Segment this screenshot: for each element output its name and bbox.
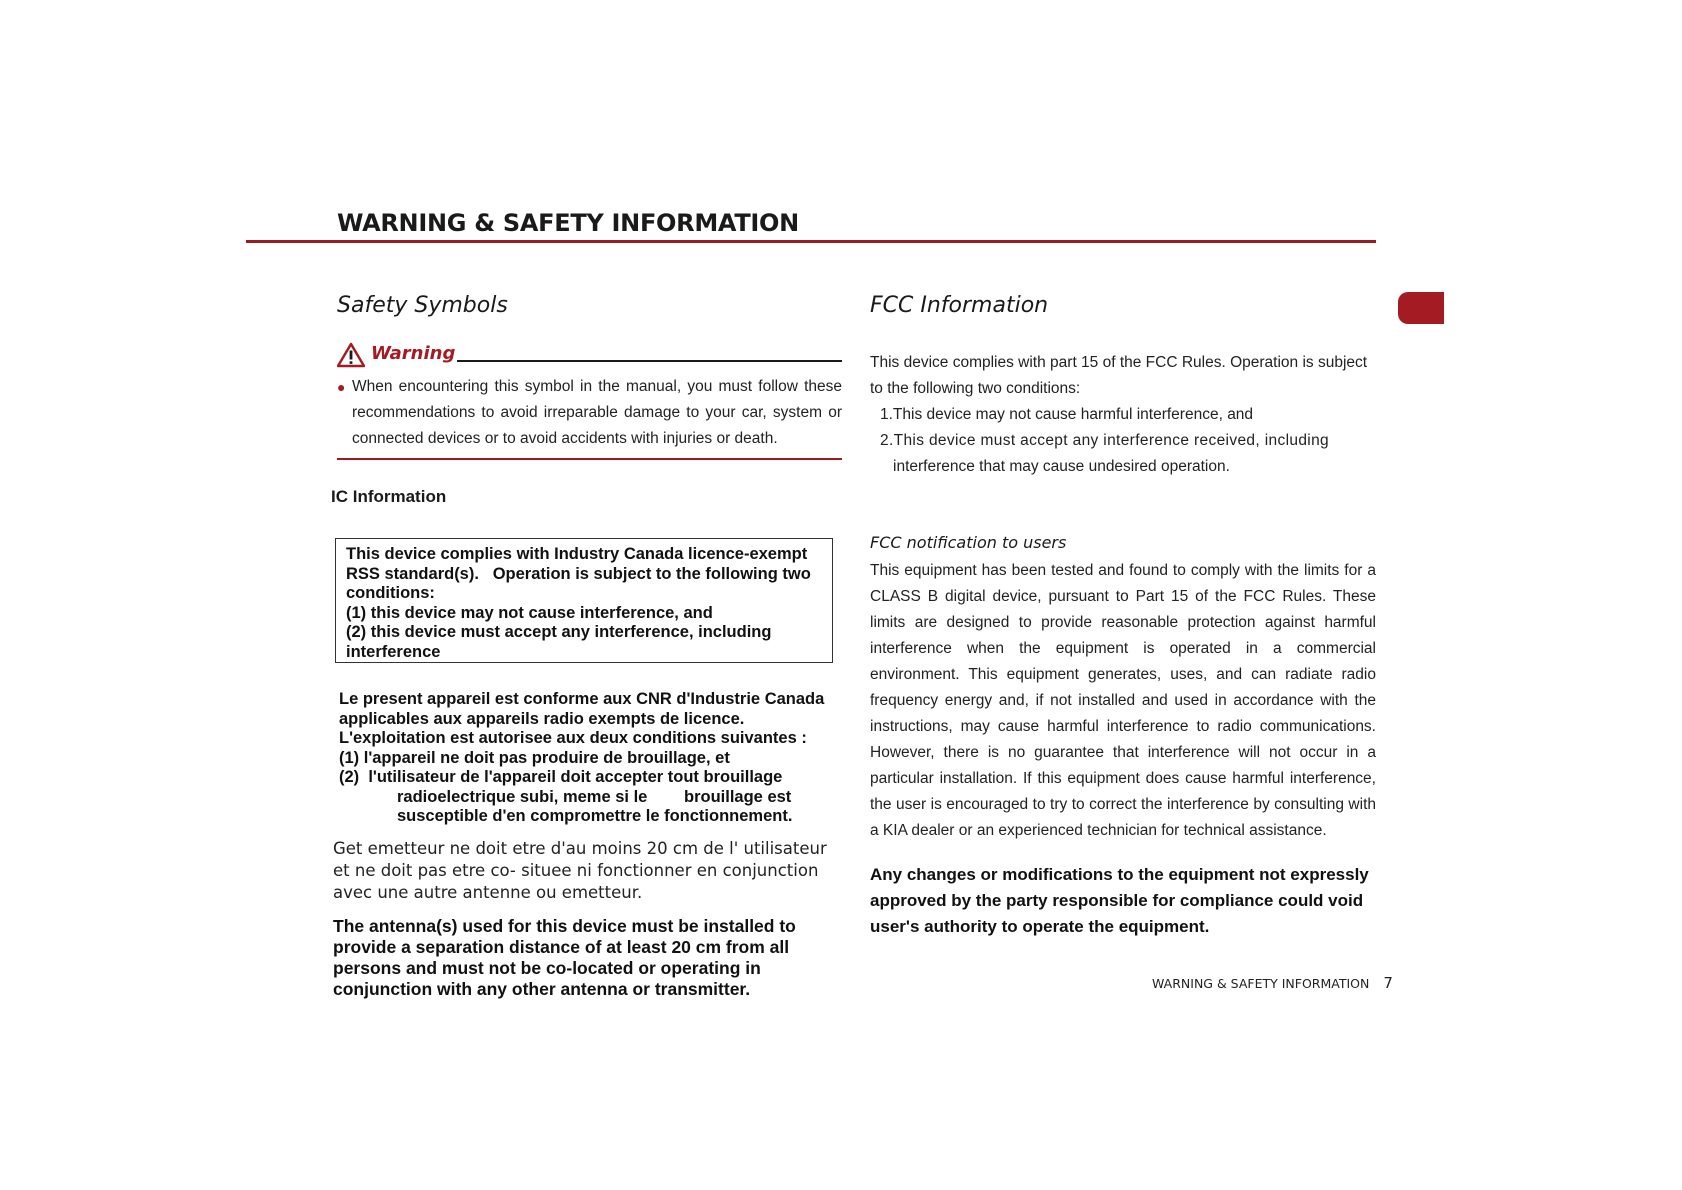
fcc-condition-2: 2.This device must accept any interference received, including [880, 432, 1330, 449]
fcc-condition-1: 1.This device may not cause harmful interference, and [880, 406, 1254, 423]
ic-line: (2) this device must accept any interference, including [346, 623, 772, 641]
warning-divider [457, 360, 842, 362]
warning-triangle-icon [337, 342, 365, 368]
footer-label: WARNING & SAFETY INFORMATION [1152, 976, 1370, 991]
ic-line: This device complies with Industry Canada licence-exempt [346, 545, 808, 563]
fcc-intro: This device complies with part 15 of the FCC Rules. Operation is subject to the following two conditions: [870, 354, 1368, 397]
french-ic-block [339, 690, 849, 827]
page-number: 7 [1383, 974, 1393, 992]
title-rule [246, 240, 1376, 243]
fcc-notification-text: This equipment has been tested and found to comply with the limits for a CLASS B digital device, pursuant to Part 15 of the FCC Rules. These limits are designed to provide reasonable protection against harmful interference when the equipment is operated in a commercial environment. This equipment generates, uses, and can radiate radio frequency energy and, if not installed and used in accordance with the instructions, may cause harmful interference to radio communications. However, there is no guarantee that interference will not occur in a particular installation. If this equipment does cause harmful interference, the user is encouraged to try to correct the interference by consulting with a KIA dealer or an experienced technician for technical assistance. [870, 562, 1376, 839]
page-title: WARNING & SAFETY INFORMATION [337, 209, 799, 237]
french-line: applicables aux appareils radio exempts de licence. [339, 709, 745, 728]
ic-line: RSS standard(s). Operation is subject to the following two [346, 564, 811, 583]
warning-label: Warning [371, 343, 456, 364]
french-distance-note: Get emetteur ne doit etre d'au moins 20 cm de l' utilisateur et ne doit pas etre co- situee ni fonctionner en conjunction avec une autre antenne ou emetteur. [333, 839, 827, 902]
fcc-condition-2-cont: interference that may cause undesired operation. [893, 458, 1230, 475]
antenna-note: The antenna(s) used for this device must be installed to provide a separation distance of at least 20 cm from all persons and must not be co-located or operating in conjunction with any other antenna or transmitter. [333, 916, 796, 999]
french-line: radioelectrique subi, meme si le brouillage est [397, 787, 792, 806]
ic-line: conditions: [346, 584, 435, 602]
french-line: susceptible d'en compromettre le fonctionnement. [397, 807, 793, 825]
warning-header [337, 342, 842, 370]
warning-text: When encountering this symbol in the manual, you must follow these recommendations to avoid irreparable damage to your car, system or connected devices or to avoid accidents with injuries or death. [352, 378, 842, 447]
page-footer [1152, 974, 1393, 992]
french-line: L'exploitation est autorisee aux deux conditions suivantes : [339, 729, 807, 747]
french-line: (1) l'appareil ne doit pas produire de brouillage, et [339, 748, 730, 767]
fcc-changes-note: Any changes or modifications to the equipment not expressly approved by the party responsible for compliance could void user's authority to operate the equipment. [870, 865, 1369, 936]
ic-line: (1) this device may not cause interference, and [346, 603, 713, 622]
french-line: Le present appareil est conforme aux CNR d'Industrie Canada [339, 690, 825, 708]
chapter-tab [1398, 292, 1444, 324]
warning-bottom-rule [337, 458, 842, 460]
bullet-icon: ● [337, 379, 346, 395]
ic-line: interference [346, 642, 441, 661]
ic-info-box [335, 538, 833, 663]
fcc-information-title: FCC Information [870, 293, 1049, 318]
french-line: (2) l'utilisateur de l'appareil doit accepter tout brouillage [339, 768, 783, 786]
safety-symbols-title: Safety Symbols [337, 293, 508, 318]
ic-heading: IC Information [331, 487, 447, 506]
fcc-notification-title: FCC notification to users [870, 533, 1067, 552]
warning-text-block [337, 374, 842, 452]
